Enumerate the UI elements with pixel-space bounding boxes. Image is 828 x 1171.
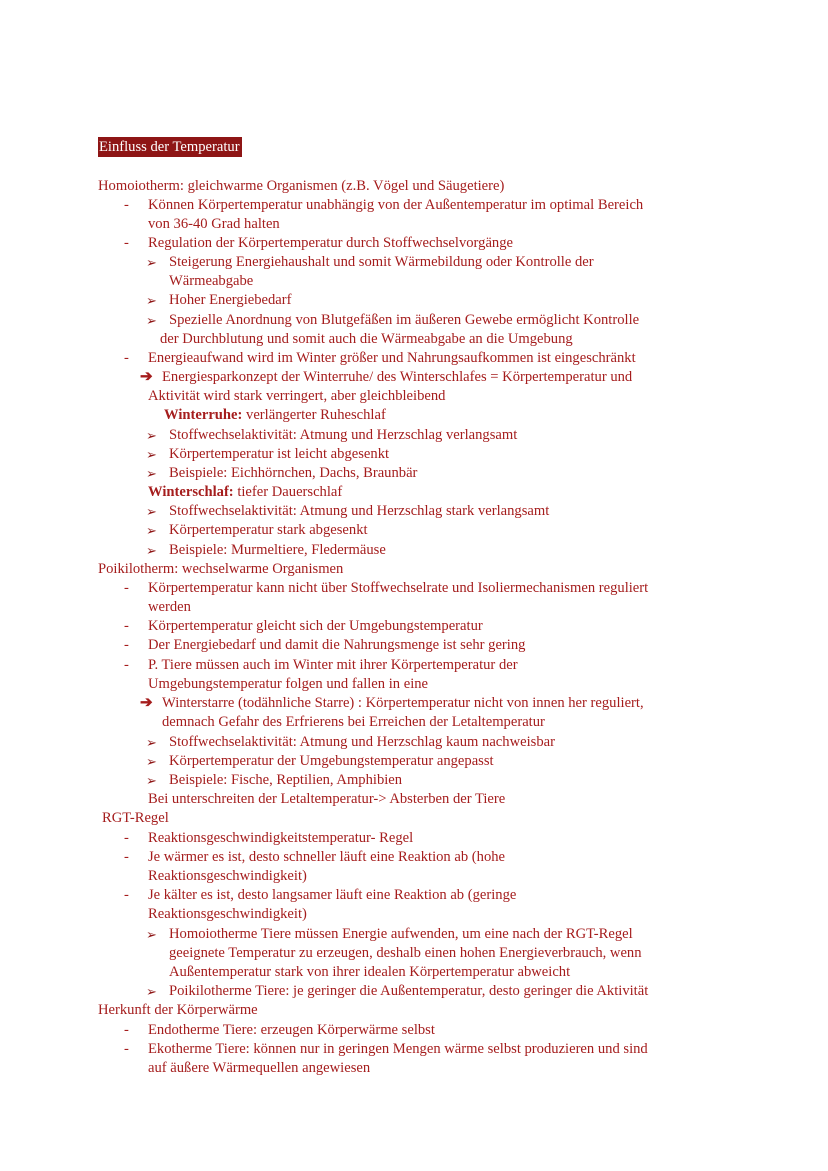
text-line: Hoher Energiebedarf bbox=[169, 292, 292, 308]
winterschlaf-heading bbox=[148, 483, 342, 502]
section-heading-poikilotherm: Poikilotherm: wechselwarme Organismen bbox=[98, 561, 344, 577]
text-line: von 36-40 Grad halten bbox=[148, 216, 280, 232]
text-line: Aktivität wird stark verringert, aber gleichbleibend bbox=[148, 388, 446, 404]
text-line: Stoffwechselaktivität: Atmung und Herzschlag stark verlangsamt bbox=[169, 503, 550, 519]
text-line: Ekotherme Tiere: können nur in geringen Mengen wärme selbst produzieren und sind bbox=[148, 1041, 648, 1057]
text-line: Je kälter es ist, desto langsamer läuft eine Reaktion ab (geringe bbox=[148, 887, 517, 903]
text-line: Umgebungstemperatur folgen und fallen in eine bbox=[148, 676, 429, 692]
arrowhead-bullet-icon: ➢ bbox=[146, 504, 157, 519]
section-heading-rgt: RGT-Regel bbox=[102, 810, 169, 826]
text-line: auf äußere Wärmequellen angewiesen bbox=[148, 1060, 371, 1076]
text-line: werden bbox=[148, 599, 191, 615]
text-line: Reaktionsgeschwindigkeit) bbox=[148, 868, 307, 884]
text-line: Beispiele: Fische, Reptilien, Amphibien bbox=[169, 772, 403, 788]
dash-bullet: - bbox=[124, 350, 129, 366]
text-line: Beispiele: Eichhörnchen, Dachs, Braunbär bbox=[169, 465, 418, 481]
text-line: Körpertemperatur der Umgebungstemperatur angepasst bbox=[169, 753, 494, 769]
dash-bullet: - bbox=[124, 637, 129, 653]
text-line: Können Körpertemperatur unabhängig von der Außentemperatur im optimal Bereich bbox=[148, 197, 644, 213]
section-heading-herkunft: Herkunft der Körperwärme bbox=[98, 1002, 258, 1018]
winterschlaf-text: tiefer Dauerschlaf bbox=[233, 484, 343, 500]
text-line: Reaktionsgeschwindigkeitstemperatur- Regel bbox=[148, 830, 414, 846]
arrowhead-bullet-icon: ➢ bbox=[146, 543, 157, 558]
page-title: Einfluss der Temperatur bbox=[99, 139, 240, 155]
text-line: Stoffwechselaktivität: Atmung und Herzschlag verlangsamt bbox=[169, 427, 518, 443]
text-line: Körpertemperatur gleicht sich der Umgebungstemperatur bbox=[148, 618, 483, 634]
text-line: Poikilotherme Tiere: je geringer die Außentemperatur, desto geringer die Aktivität bbox=[169, 983, 649, 999]
arrowhead-bullet-icon: ➢ bbox=[146, 927, 157, 942]
section-heading-homoiotherm: Homoiotherm: gleichwarme Organismen (z.B. Vögel und Säugetiere) bbox=[98, 178, 505, 194]
text-line: Bei unterschreiten der Letaltemperatur-> Absterben der Tiere bbox=[148, 791, 506, 807]
text-line: demnach Gefahr des Erfrierens bei Erreichen der Letaltemperatur bbox=[162, 714, 545, 730]
text-line: Homoiotherme Tiere müssen Energie aufwenden, um eine nach der RGT-Regel bbox=[169, 926, 633, 942]
arrowhead-bullet-icon: ➢ bbox=[146, 523, 157, 538]
winterruhe-label: Winterruhe: bbox=[164, 407, 243, 423]
text-line: Je wärmer es ist, desto schneller läuft eine Reaktion ab (hohe bbox=[148, 849, 506, 865]
arrowhead-bullet-icon: ➢ bbox=[146, 428, 157, 443]
text-line: P. Tiere müssen auch im Winter mit ihrer Körpertemperatur der bbox=[148, 657, 518, 673]
text-line: geeignete Temperatur zu erzeugen, deshalb einen hohen Energieverbrauch, wenn bbox=[169, 945, 642, 961]
text-line: Steigerung Energiehaushalt und somit Wärmebildung oder Kontrolle der bbox=[169, 254, 594, 270]
text-line: Körpertemperatur kann nicht über Stoffwechselrate und Isoliermechanismen reguliert bbox=[148, 580, 649, 596]
text-line: Spezielle Anordnung von Blutgefäßen im äußeren Gewebe ermöglicht Kontrolle bbox=[169, 312, 640, 328]
text-line: Beispiele: Murmeltiere, Fledermäuse bbox=[169, 542, 386, 558]
arrowhead-bullet-icon: ➢ bbox=[146, 773, 157, 788]
dash-bullet: - bbox=[124, 830, 129, 846]
text-line: Körpertemperatur ist leicht abgesenkt bbox=[169, 446, 390, 462]
text-line: Stoffwechselaktivität: Atmung und Herzschlag kaum nachweisbar bbox=[169, 734, 555, 750]
text-line: Reaktionsgeschwindigkeit) bbox=[148, 906, 307, 922]
dash-bullet: - bbox=[124, 887, 129, 903]
arrowhead-bullet-icon: ➢ bbox=[146, 984, 157, 999]
text-line: Winterstarre (todähnliche Starre) : Körpertemperatur nicht von innen her reguliert, bbox=[162, 695, 644, 711]
winterruhe-heading bbox=[164, 406, 386, 425]
dash-bullet: - bbox=[124, 618, 129, 634]
dash-bullet: - bbox=[124, 580, 129, 596]
right-arrow-icon: ➔ bbox=[140, 695, 153, 711]
text-line: Außentemperatur stark von ihrer idealen Körpertemperatur abweicht bbox=[169, 964, 571, 980]
dash-bullet: - bbox=[124, 849, 129, 865]
dash-bullet: - bbox=[124, 1041, 129, 1057]
dash-bullet: - bbox=[124, 657, 129, 673]
text-line: Wärmeabgabe bbox=[169, 273, 254, 289]
winterschlaf-label: Winterschlaf: bbox=[148, 484, 234, 500]
text-line: Endotherme Tiere: erzeugen Körperwärme selbst bbox=[148, 1022, 435, 1038]
text-line: Der Energiebedarf und damit die Nahrungsmenge ist sehr gering bbox=[148, 637, 526, 653]
dash-bullet: - bbox=[124, 1022, 129, 1038]
dash-bullet: - bbox=[124, 235, 129, 251]
arrowhead-bullet-icon: ➢ bbox=[146, 255, 157, 270]
arrowhead-bullet-icon: ➢ bbox=[146, 466, 157, 481]
right-arrow-icon: ➔ bbox=[140, 369, 153, 385]
text-line: Körpertemperatur stark abgesenkt bbox=[169, 522, 368, 538]
arrowhead-bullet-icon: ➢ bbox=[146, 447, 157, 462]
dash-bullet: - bbox=[124, 197, 129, 213]
text-line: der Durchblutung und somit auch die Wärmeabgabe an die Umgebung bbox=[160, 331, 573, 347]
arrowhead-bullet-icon: ➢ bbox=[146, 735, 157, 750]
arrowhead-bullet-icon: ➢ bbox=[146, 293, 157, 308]
text-line: Energieaufwand wird im Winter größer und Nahrungsaufkommen ist eingeschränkt bbox=[148, 350, 636, 366]
winterruhe-text: verlängerter Ruheschlaf bbox=[242, 407, 386, 423]
arrowhead-bullet-icon: ➢ bbox=[146, 313, 157, 328]
arrowhead-bullet-icon: ➢ bbox=[146, 754, 157, 769]
text-line: Regulation der Körpertemperatur durch Stoffwechselvorgänge bbox=[148, 235, 513, 251]
text-line: Energiesparkonzept der Winterruhe/ des Winterschlafes = Körpertemperatur und bbox=[162, 369, 633, 385]
